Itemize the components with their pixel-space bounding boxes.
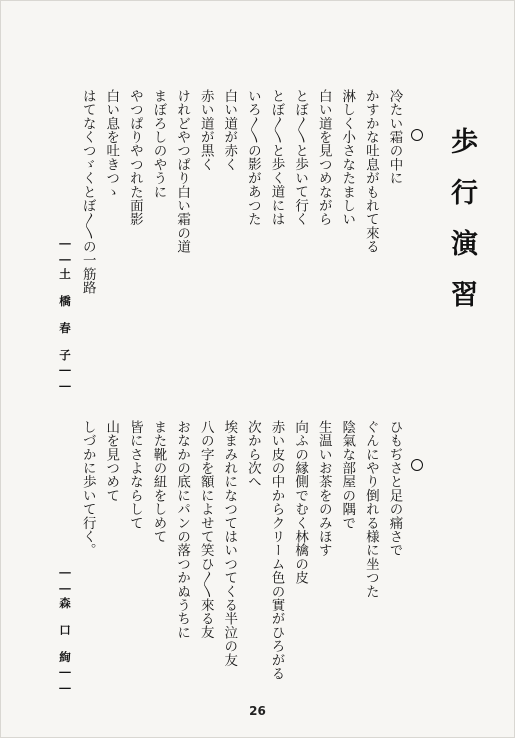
poem2-line: しづかに歩いて行く。 (79, 420, 96, 557)
poem2-line: 生温いお茶をのみほす (315, 420, 332, 557)
poem1-line: やつぱりやつれた面影 (126, 89, 143, 226)
poem1-line: まぼろしのやうに (150, 89, 167, 199)
poem-2-author: ――森 口 絢―― (58, 565, 72, 697)
poem1-line: とぼ〳〵と歩いて行く (292, 89, 309, 226)
poem2-line: ぐんにやり倒れる様に坐つた (362, 420, 379, 599)
poem1-line: かすかな吐息がもれて來る (362, 89, 379, 254)
poem-1-author: ――土 橋 春 子―― (58, 236, 72, 395)
poem1-line: 赤い道が黒く (197, 89, 214, 172)
poem1-line: 白い道を見つめながら (315, 89, 332, 226)
poem1-line: はてなくつゞくとぼ〳〵の一筋路 (79, 89, 96, 295)
poem2-line: 赤い皮の中からクリーム色の實がひろがる (268, 420, 285, 681)
poem2-line: おなかの底にパンの落つかぬうちに (174, 420, 191, 640)
poem2-line: 山を見つめて (103, 420, 120, 503)
poem2-line: 埃まみれになつてはいつてくる半泣の友 (221, 420, 238, 667)
poem1-line: とぼ〳〵と歩く道には (268, 89, 285, 226)
poem-title: 歩行演習 (446, 127, 477, 331)
section-marker-circle-1 (411, 129, 423, 141)
poem2-line: ひもぢさと足の痛さで (386, 420, 403, 557)
poem2-line: 次から次へ (244, 420, 261, 489)
poem2-line: 陰氣な部屋の隅で (339, 420, 356, 530)
poem2-line: 八の字を額によせて笑ひ〳〵來る友 (197, 420, 214, 639)
poem1-line: いろ〳〵の影があつた (244, 89, 261, 226)
poem1-line: 冷たい霜の中に (386, 89, 403, 185)
poem2-line: また靴の紐をしめて (150, 420, 167, 544)
poem1-line: けれどやつぱり白い霜の道 (174, 89, 191, 254)
page-number: 26 (249, 704, 266, 718)
section-marker-circle-2 (411, 459, 423, 471)
poem1-line: 白い息を吐きつゝ (103, 89, 120, 199)
poem2-line: 皆にさよならして (126, 420, 143, 530)
poem1-line: 白い道が赤く (221, 89, 238, 172)
poem1-line: 淋しく小さなたましい (339, 89, 356, 226)
poem2-line: 向ふの縁側でむく林檎の皮 (292, 420, 309, 585)
